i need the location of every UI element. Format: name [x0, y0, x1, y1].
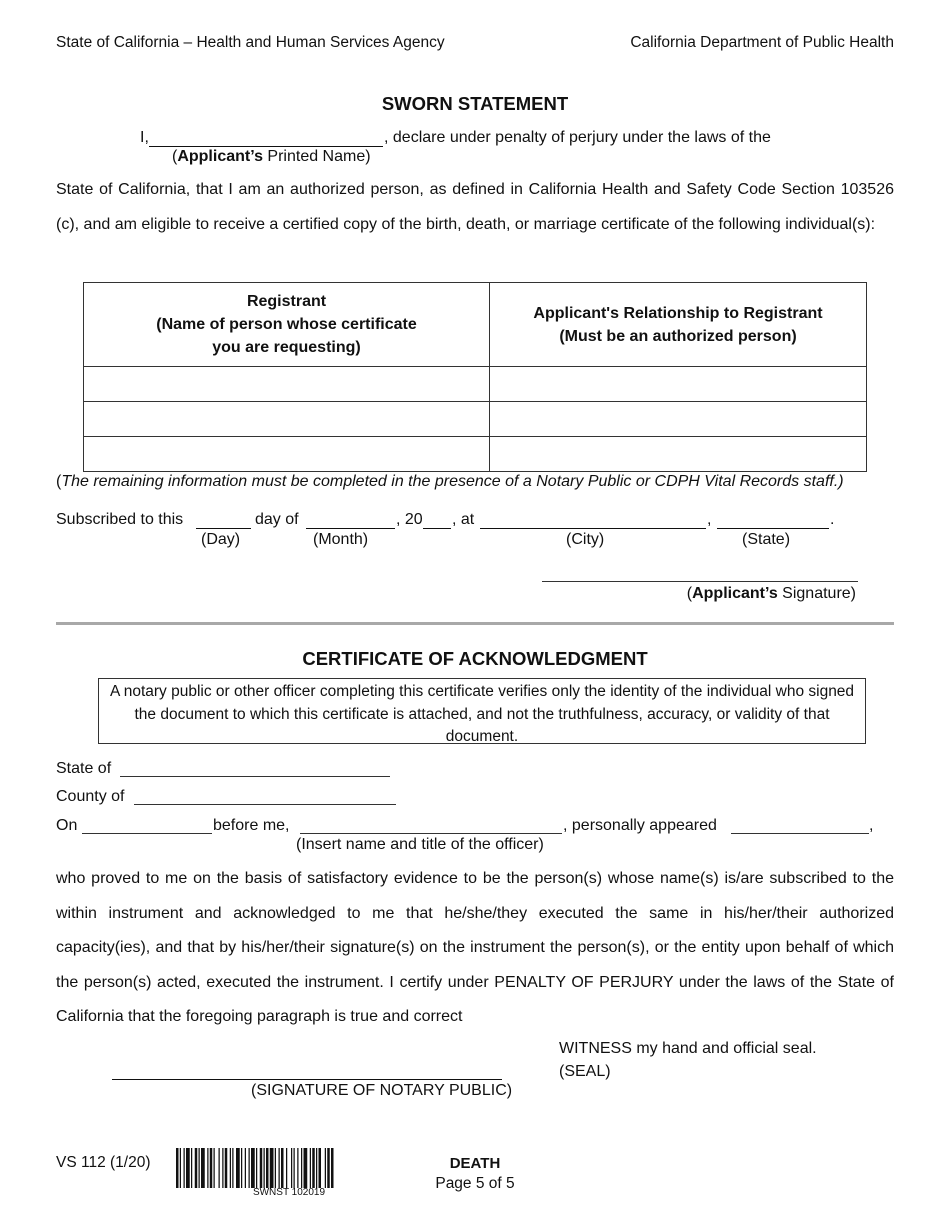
barcode-bar [199, 1148, 200, 1188]
barcode-bar [232, 1148, 233, 1188]
state-field[interactable] [717, 528, 829, 529]
barcode-bar [180, 1148, 181, 1188]
personally-appeared-label: , personally appeared [563, 817, 717, 834]
barcode-bar [291, 1148, 292, 1188]
barcode-icon [176, 1148, 402, 1188]
intro-suffix: , declare under penalty of perjury under the laws of the [384, 129, 771, 146]
notary-notice-box: A notary public or other officer completing this certificate verifies only the identity of the individual who signed the document to which this certificate is attached, and not the truthfulness, accuracy, or validity of that document. [98, 678, 866, 744]
barcode-bar [331, 1148, 334, 1188]
barcode-bar [325, 1148, 326, 1188]
barcode-bar [230, 1148, 231, 1188]
section-divider [56, 622, 894, 625]
barcode-bar [319, 1148, 322, 1188]
month-label: (Month) [313, 531, 369, 548]
city-comma: , [707, 511, 712, 528]
barcode-bar [281, 1148, 284, 1188]
county-of-field[interactable] [134, 804, 396, 805]
barcode-bar [286, 1148, 287, 1188]
day-field[interactable] [196, 528, 251, 529]
barcode-bar [275, 1148, 276, 1188]
seal-text: (SEAL) [559, 1063, 611, 1080]
barcode-bar [219, 1148, 220, 1188]
barcode-bar [249, 1148, 250, 1188]
state-period: . [830, 511, 835, 528]
registrant-cell[interactable] [84, 367, 490, 402]
sworn-paragraph: State of California, that I am an authorized person, as defined in California Health and Safety Code Section 103526 (c), and am eligible to receive a certified copy of the birth, death, or marriage certificate of the following individual(s): [56, 181, 894, 233]
registrant-table [83, 282, 867, 472]
barcode-bar [225, 1148, 228, 1188]
barcode-bar [201, 1148, 205, 1188]
state-of-field[interactable] [120, 776, 390, 777]
barcode-bar [236, 1148, 240, 1188]
relationship-column-header: Applicant's Relationship to Registrant (Must be an authorized person) [490, 283, 867, 367]
barcode-bar [245, 1148, 246, 1188]
city-field[interactable] [480, 528, 706, 529]
certificate-type: DEATH [449, 1155, 501, 1172]
applicant-signature-label: (Applicant’s Signature) [686, 585, 856, 602]
barcode-number: SWNST 102019 [252, 1187, 326, 1198]
table-header-row [84, 283, 867, 367]
barcode-bar [184, 1148, 185, 1188]
registrant-cell[interactable] [84, 437, 490, 472]
barcode-bar [312, 1148, 315, 1188]
applicant-name-label: (Applicant’s Printed Name) [172, 148, 371, 165]
form-id: VS 112 (1/20) [56, 1154, 151, 1171]
trailing-comma: , [869, 817, 874, 834]
barcode-bar [264, 1148, 265, 1188]
barcode-bar [207, 1148, 208, 1188]
before-me-label: before me, [213, 817, 290, 834]
barcode-bar [327, 1148, 330, 1188]
barcode-bar [251, 1148, 255, 1188]
barcode-bar [186, 1148, 190, 1188]
relationship-cell[interactable] [490, 367, 867, 402]
day-of-text: day of [255, 511, 299, 528]
barcode-bar [214, 1148, 215, 1188]
intro-prefix: I, [140, 129, 149, 146]
department-header: California Department of Public Health [630, 34, 894, 51]
date-field[interactable] [82, 833, 212, 834]
officer-label: (Insert name and title of the officer) [296, 836, 544, 853]
barcode-bar [270, 1148, 274, 1188]
witness-text: WITNESS my hand and official seal. [559, 1040, 817, 1057]
month-field[interactable] [306, 528, 395, 529]
barcode-bar [294, 1148, 295, 1188]
state-label: (State) [742, 531, 791, 548]
city-label: (City) [566, 531, 605, 548]
officer-field[interactable] [300, 833, 562, 834]
barcode-bar [297, 1148, 298, 1188]
barcode-bar [279, 1148, 280, 1188]
day-label: (Day) [201, 531, 241, 548]
table-row [84, 367, 867, 402]
county-of-label: County of [56, 788, 125, 805]
year-field[interactable] [423, 528, 451, 529]
barcode-bar [304, 1148, 308, 1188]
barcode-bar [260, 1148, 263, 1188]
remaining-info-note: (The remaining information must be completed in the presence of a Notary Public or CDPH Vital Records staff.) [56, 473, 844, 490]
appeared-name-field[interactable] [731, 833, 869, 834]
registrant-column-header: Registrant (Name of person whose certificate you are requesting) [84, 283, 490, 367]
acknowledgment-title: CERTIFICATE OF ACKNOWLEDGMENT [302, 648, 648, 669]
barcode-bar [241, 1148, 242, 1188]
table-row [84, 437, 867, 472]
registrant-cell[interactable] [84, 402, 490, 437]
barcode-bar [176, 1148, 179, 1188]
barcode-bar [266, 1148, 269, 1188]
barcode-bar [195, 1148, 198, 1188]
barcode-bar [222, 1148, 223, 1188]
applicant-signature-field[interactable] [542, 581, 858, 582]
subscribed-prefix: Subscribed to this [56, 511, 184, 528]
barcode-bar [316, 1148, 317, 1188]
year-prefix: , 20 [396, 511, 423, 528]
sworn-statement-title: SWORN STATEMENT [381, 93, 569, 114]
barcode-bar [310, 1148, 311, 1188]
table-row [84, 402, 867, 437]
relationship-cell[interactable] [490, 437, 867, 472]
applicant-name-field[interactable] [149, 146, 383, 147]
barcode-bar [191, 1148, 192, 1188]
barcode-bar [210, 1148, 213, 1188]
agency-header: State of California – Health and Human Services Agency [56, 34, 445, 51]
on-label: On [56, 817, 78, 834]
acknowledgment-paragraph: who proved to me on the basis of satisfactory evidence to be the person(s) whose name(s) is/are subscribed to the within instrument and acknowledged to me that he/she/they executed the same in his/her/their authorized capacity(ies), and that by his/her/their signature(s) on the instrument the person(s), or the entity upon behalf of which the person(s) acted, executed the instrument. I certify under PENALTY OF PERJURY under the laws of the State of California that the foregoing paragraph is true and correct [56, 870, 894, 1025]
barcode-bar [301, 1148, 302, 1188]
state-of-label: State of [56, 760, 112, 777]
notary-signature-label: (SIGNATURE OF NOTARY PUBLIC) [251, 1082, 513, 1099]
notary-signature-field[interactable] [112, 1079, 502, 1080]
at-text: , at [452, 511, 475, 528]
page-number: Page 5 of 5 [435, 1175, 515, 1192]
relationship-cell[interactable] [490, 402, 867, 437]
barcode-bar [256, 1148, 257, 1188]
